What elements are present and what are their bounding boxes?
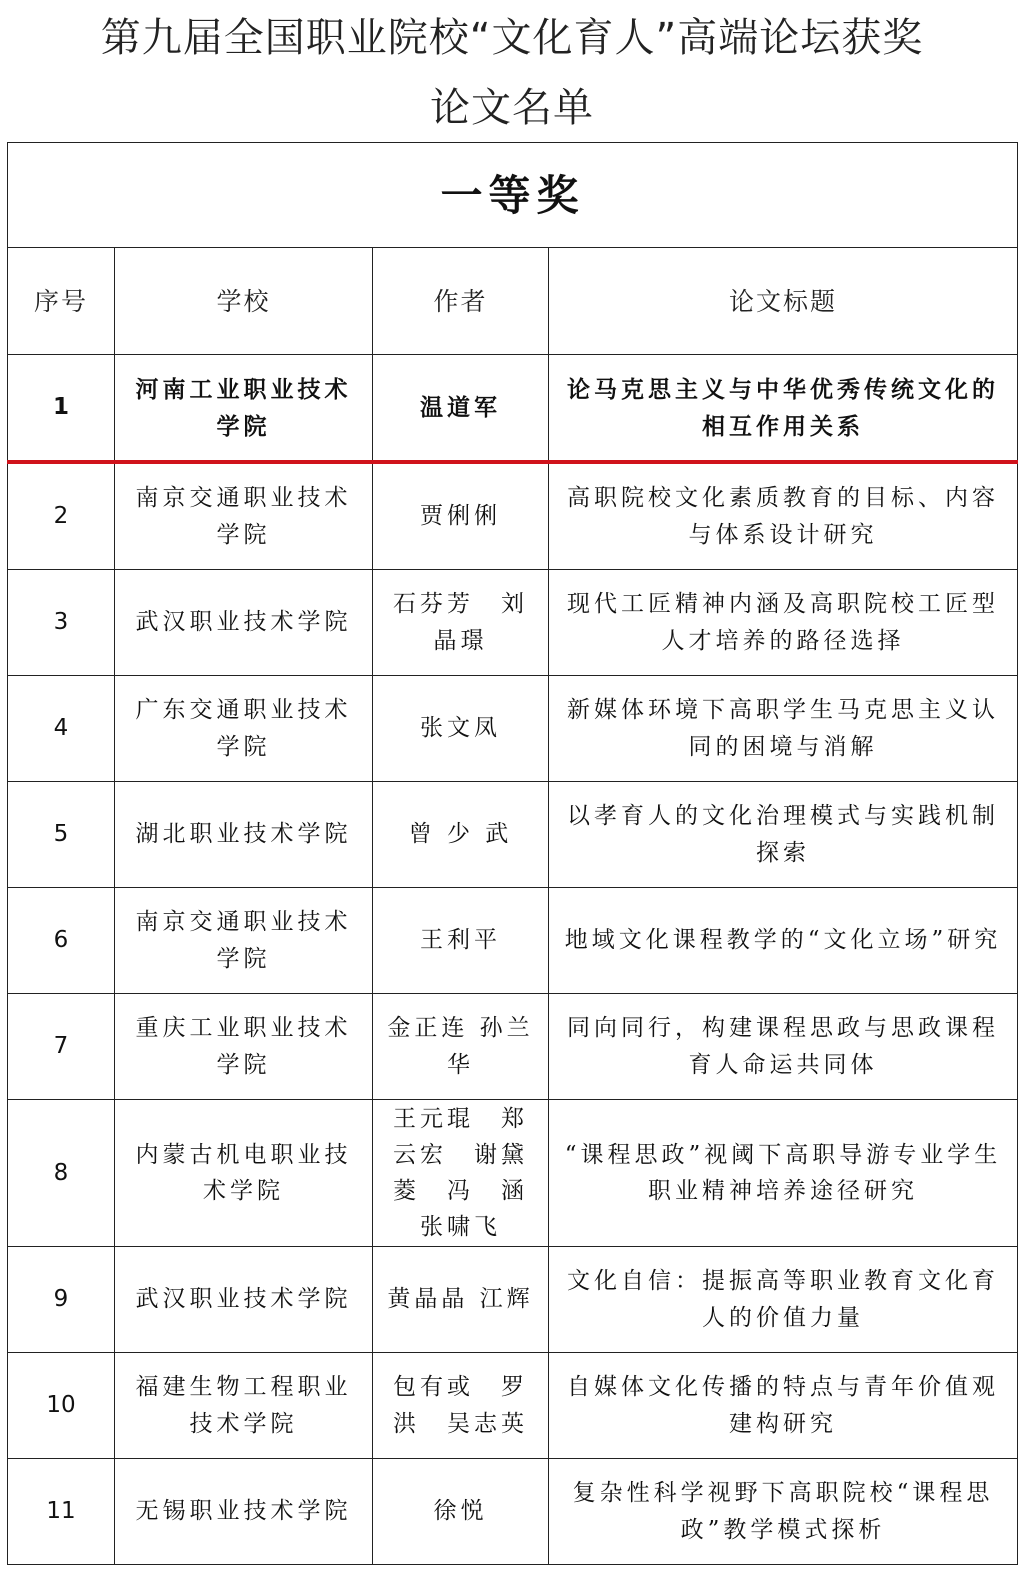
table-row (8, 994, 1018, 1100)
row-index: 5 (8, 782, 115, 888)
document-title-line1: 第九届全国职业院校“文化育人”高端论坛获奖 (100, 15, 924, 61)
row-index: 11 (8, 1459, 115, 1565)
award-table (7, 142, 1018, 1565)
row-paper-title: 高职院校文化素质教育的目标、内容与体系设计研究 (549, 462, 1018, 570)
table-header-row (8, 248, 1018, 355)
row-author: 石芬芳 刘晶璟 (373, 570, 549, 676)
row-paper-title: 论马克思主义与中华优秀传统文化的相互作用关系 (549, 355, 1018, 463)
row-paper-title: “课程思政”视阈下高职导游专业学生职业精神培养途径研究 (549, 1100, 1018, 1247)
row-paper-title: 复杂性科学视野下高职院校“课程思政”教学模式探析 (549, 1459, 1018, 1565)
row-author: 贾俐俐 (373, 462, 549, 570)
row-school: 内蒙古机电职业技术学院 (115, 1100, 373, 1247)
row-index: 2 (8, 462, 115, 570)
row-school: 重庆工业职业技术学院 (115, 994, 373, 1100)
row-paper-title: 以孝育人的文化治理模式与实践机制探索 (549, 782, 1018, 888)
row-index: 3 (8, 570, 115, 676)
row-school: 福建生物工程职业技术学院 (115, 1353, 373, 1459)
row-index: 9 (8, 1247, 115, 1353)
row-school: 广东交通职业技术学院 (115, 676, 373, 782)
row-author: 包有或 罗洪 吴志英 (373, 1353, 549, 1459)
document-title-line2: 论文名单 (430, 85, 594, 131)
row-index: 7 (8, 994, 115, 1100)
row-author: 温道军 (373, 355, 549, 463)
row-school: 武汉职业技术学院 (115, 1247, 373, 1353)
row-school: 南京交通职业技术学院 (115, 888, 373, 994)
table-row (8, 1353, 1018, 1459)
row-author: 王元琨 郑云宏 谢黛菱 冯 涵张啸飞 (373, 1100, 549, 1247)
row-paper-title: 自媒体文化传播的特点与青年价值观建构研究 (549, 1353, 1018, 1459)
row-paper-title: 地域文化课程教学的“文化立场”研究 (549, 888, 1018, 994)
table-row (8, 1247, 1018, 1353)
row-school: 南京交通职业技术学院 (115, 462, 373, 570)
row-index: 4 (8, 676, 115, 782)
row-paper-title: 现代工匠精神内涵及高职院校工匠型人才培养的路径选择 (549, 570, 1018, 676)
table-row (8, 570, 1018, 676)
header-index: 序号 (8, 248, 115, 355)
header-paper-title: 论文标题 (549, 248, 1018, 355)
row-index: 10 (8, 1353, 115, 1459)
row-author: 曾 少 武 (373, 782, 549, 888)
row-paper-title: 文化自信：提振高等职业教育文化育人的价值力量 (549, 1247, 1018, 1353)
row-paper-title: 同向同行，构建课程思政与思政课程育人命运共同体 (549, 994, 1018, 1100)
table-row (8, 462, 1018, 570)
row-author: 金正连 孙兰华 (373, 994, 549, 1100)
table-row (8, 1459, 1018, 1565)
row-author: 王利平 (373, 888, 549, 994)
row-school: 湖北职业技术学院 (115, 782, 373, 888)
table-row (8, 355, 1018, 463)
row-author: 黄晶晶 江辉 (373, 1247, 549, 1353)
row-index: 8 (8, 1100, 115, 1247)
header-author: 作者 (373, 248, 549, 355)
row-school: 无锡职业技术学院 (115, 1459, 373, 1565)
table-row (8, 782, 1018, 888)
row-author: 徐悦 (373, 1459, 549, 1565)
table-row (8, 888, 1018, 994)
row-paper-title: 新媒体环境下高职学生马克思主义认同的困境与消解 (549, 676, 1018, 782)
row-school: 河南工业职业技术学院 (115, 355, 373, 463)
table-row (8, 676, 1018, 782)
award-level-heading: 一等奖 (8, 143, 1018, 248)
row-author: 张文凤 (373, 676, 549, 782)
header-school: 学校 (115, 248, 373, 355)
table-row (8, 1100, 1018, 1247)
row-school: 武汉职业技术学院 (115, 570, 373, 676)
row-index: 1 (8, 355, 115, 463)
row-index: 6 (8, 888, 115, 994)
